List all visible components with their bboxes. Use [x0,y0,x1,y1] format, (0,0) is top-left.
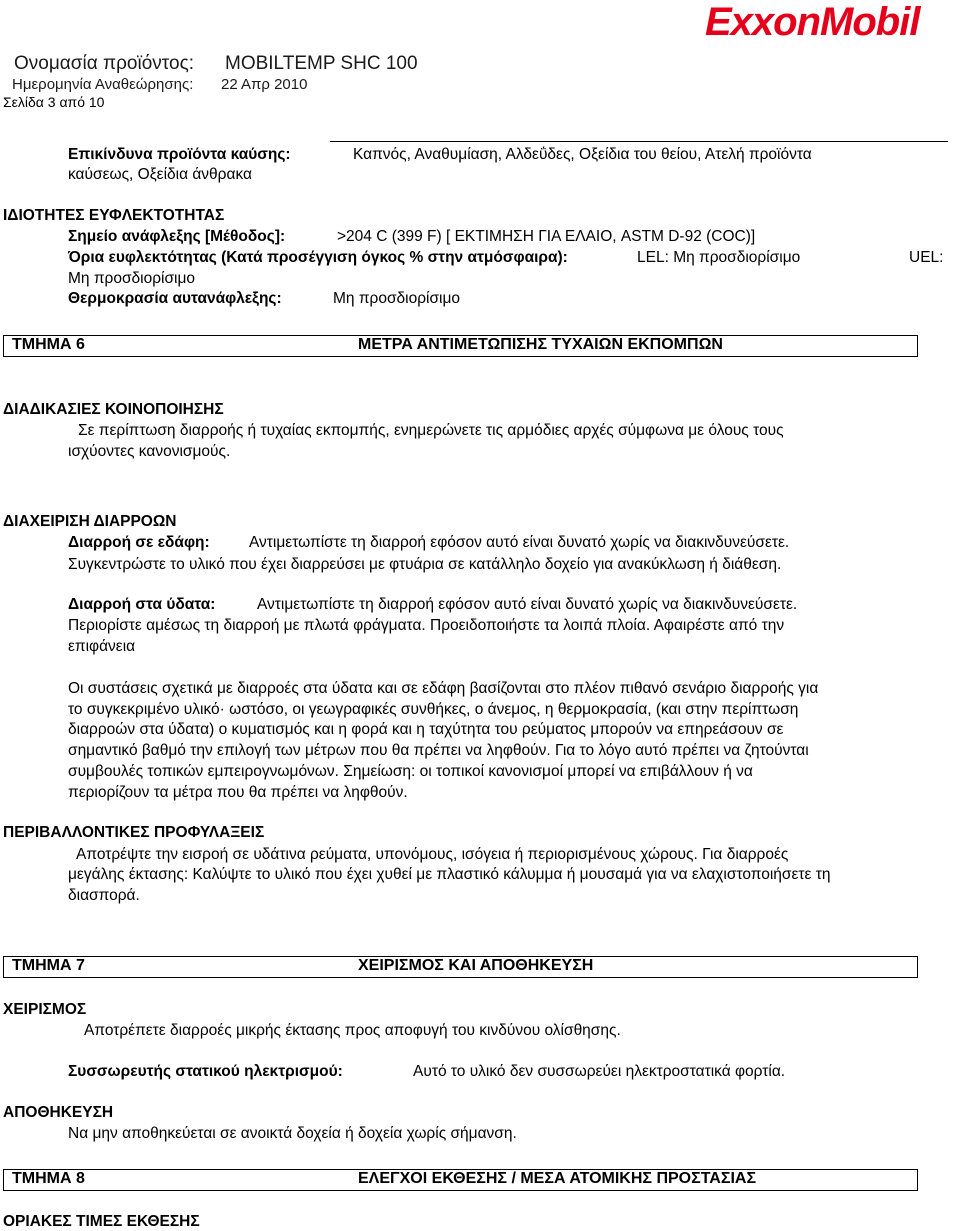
environmental-text-2: μεγάλης έκτασης: Καλύψτε το υλικό που έχει χυθεί με πλαστικό κάλυμμα ή μουσαμά για να ελαχιστοποιήσετε τη [68,866,831,883]
lel-value: LEL: Μη προσδιορίσιμο [637,249,801,266]
section-title: ΜΕΤΡΑ ΑΝΤΙΜΕΤΩΠΙΣΗΣ ΤΥΧΑΙΩΝ ΕΚΠΟΜΠΩΝ [358,336,723,353]
flash-point-value: >204 C (399 F) [ ΕΚΤΙΜΗΣΗ ΓΙΑ ΕΛΑΙΟ, ASTM D-92 (COC)] [337,228,756,245]
land-spill-text-cont: Συγκεντρώστε το υλικό που έχει διαρρεύσει με φτυάρια σε κατάλληλο δοχείο για ανακύκλωση ή διάθεση. [68,556,782,573]
combustion-value: Καπνός, Αναθυμίαση, Αλδεΰδες, Οξείδια του θείου, Ατελή προϊόντα [353,146,812,163]
environmental-text-3: διασπορά. [68,887,140,904]
section-number: ΤΜΗΜΑ 6 [12,336,85,353]
exxonmobil-logo: ExxonMobil [705,0,920,44]
header-divider [330,141,948,142]
flammable-limits-label: Όρια ευφλεκτότητας (Κατά προσέγγιση όγκος % στην ατμόσφαιρα): [68,249,568,266]
combustion-label: Επικίνδυνα προϊόντα καύσης: [68,146,291,163]
autoignition-value: Μη προσδιορίσιμο [333,290,461,307]
section-6-header [3,335,918,357]
recommendations-text-6: περιορίζουν τα μέτρα που θα πρέπει να ληφθούν. [68,784,408,801]
land-spill-text: Αντιμετωπίστε τη διαρροή εφόσον αυτό είναι δυνατό χωρίς να διακινδυνεύσετε. [249,534,790,551]
environmental-text: Αποτρέψτε την εισροή σε υδάτινα ρεύματα, υπονόμους, ισόγεια ή περιορισμένους χώρους. Για διαρροές [76,846,789,863]
water-spill-text-cont: Περιορίστε αμέσως τη διαρροή με πλωτά φράγματα. Προειδοποιήστε τα λοιπά πλοία. Αφαιρέστε από την [68,617,785,634]
static-accumulator-value: Αυτό το υλικό δεν συσσωρεύει ηλεκτροστατικά φορτία. [413,1063,786,1080]
combustion-value-cont: καύσεως, Οξείδια άνθρακα [68,166,252,183]
water-spill-text: Αντιμετωπίστε τη διαρροή εφόσον αυτό είναι δυνατό χωρίς να διακινδυνεύσετε. [257,596,798,613]
product-label: Ονομασία προϊόντος: [14,53,194,74]
recommendations-text-4: σημαντικό βαθμό την επιλογή των μέτρων που θα πρέπει να ληφθούν. Για το λόγο αυτό πρέπει να ζητούνται [68,742,809,759]
recommendations-text-2: το συγκεκριμένο υλικό· ωστόσο, οι γεωγραφικές συνθήκες, ο άνεμος, η θερμοκρασία, (και στην περίπτωση [68,701,799,718]
section-title: ΕΛΕΓΧΟΙ ΕΚΘΕΣΗΣ / ΜΕΣΑ ΑΤΟΜΙΚΗΣ ΠΡΟΣΤΑΣΙΑΣ [358,1170,757,1187]
recommendations-text-3: διαρροών στα ύδατα) ο κυματισμός και η φορά και η ταχύτητα του ρεύματος μπορούν να επηρεάσουν σε [68,721,784,738]
storage-heading: ΑΠΟΘΗΚΕΥΣΗ [3,1104,114,1121]
revision-date: 22 Απρ 2010 [221,76,308,93]
autoignition-label: Θερμοκρασία αυτανάφλεξης: [68,290,282,307]
environmental-heading: ΠΕΡΙΒΑΛΛΟΝΤΙΚΕΣ ΠΡΟΦΥΛΑΞΕΙΣ [3,824,265,841]
water-spill-text-cont2: επιφάνεια [68,638,136,655]
exposure-limits-heading: ΟΡΙΑΚΕΣ ΤΙΜΕΣ ΕΚΘΕΣΗΣ [3,1213,200,1230]
storage-text: Να μην αποθηκεύεται σε ανοικτά δοχεία ή δοχεία χωρίς σήμανση. [68,1125,517,1142]
section-number: ΤΜΗΜΑ 7 [12,957,85,974]
section-8-header [3,1169,918,1191]
handling-heading: ΧΕΙΡΙΣΜΟΣ [3,1001,87,1018]
section-number: ΤΜΗΜΑ 8 [12,1170,85,1187]
page-number: Σελίδα 3 από 10 [3,94,105,110]
flammability-heading: ΙΔΙΟΤΗΤΕΣ ΕΥΦΛΕΚΤΟΤΗΤΑΣ [3,207,225,224]
uel-value: Μη προσδιορίσιμο [68,270,196,287]
uel-label: UEL: [909,249,944,266]
section-title: ΧΕΙΡΙΣΜΟΣ ΚΑΙ ΑΠΟΘΗΚΕΥΣΗ [358,957,594,974]
static-accumulator-label: Συσσωρευτής στατικού ηλεκτρισμού: [68,1063,343,1080]
handling-text: Αποτρέπετε διαρροές μικρής έκτασης προς αποφυγή του κινδύνου ολίσθησης. [84,1022,621,1039]
recommendations-text-5: συμβουλές τοπικών εμπειρογνωμόνων. Σημείωση: οι τοπικοί κανονισμοί μπορεί να επιβάλλουν ή να [68,763,753,780]
spill-management-heading: ΔΙΑΧΕΙΡΙΣΗ ΔΙΑΡΡΟΩΝ [3,513,177,530]
section-7-header [3,956,918,978]
water-spill-label: Διαρροή στα ύδατα: [68,596,216,613]
land-spill-label: Διαρροή σε εδάφη: [68,534,210,551]
notification-heading: ΔΙΑΔΙΚΑΣΙΕΣ ΚΟΙΝΟΠΟΙΗΣΗΣ [3,401,224,418]
revision-label: Ημερομηνία Αναθεώρησης: [12,76,194,93]
recommendations-text: Οι συστάσεις σχετικά με διαρροές στα ύδατα και σε εδάφη βασίζονται στο πλέον πιθανό σενάριο διαρροής για [68,680,819,697]
notification-text: Σε περίπτωση διαρροής ή τυχαίας εκπομπής, ενημερώνετε τις αρμόδιες αρχές σύμφωνα με όλους τους [78,422,784,439]
product-name: MOBILTEMP SHC 100 [225,53,418,74]
notification-text-cont: ισχύοντες κανονισμούς. [68,443,231,460]
flash-point-label: Σημείο ανάφλεξης [Μέθοδος]: [68,228,286,245]
